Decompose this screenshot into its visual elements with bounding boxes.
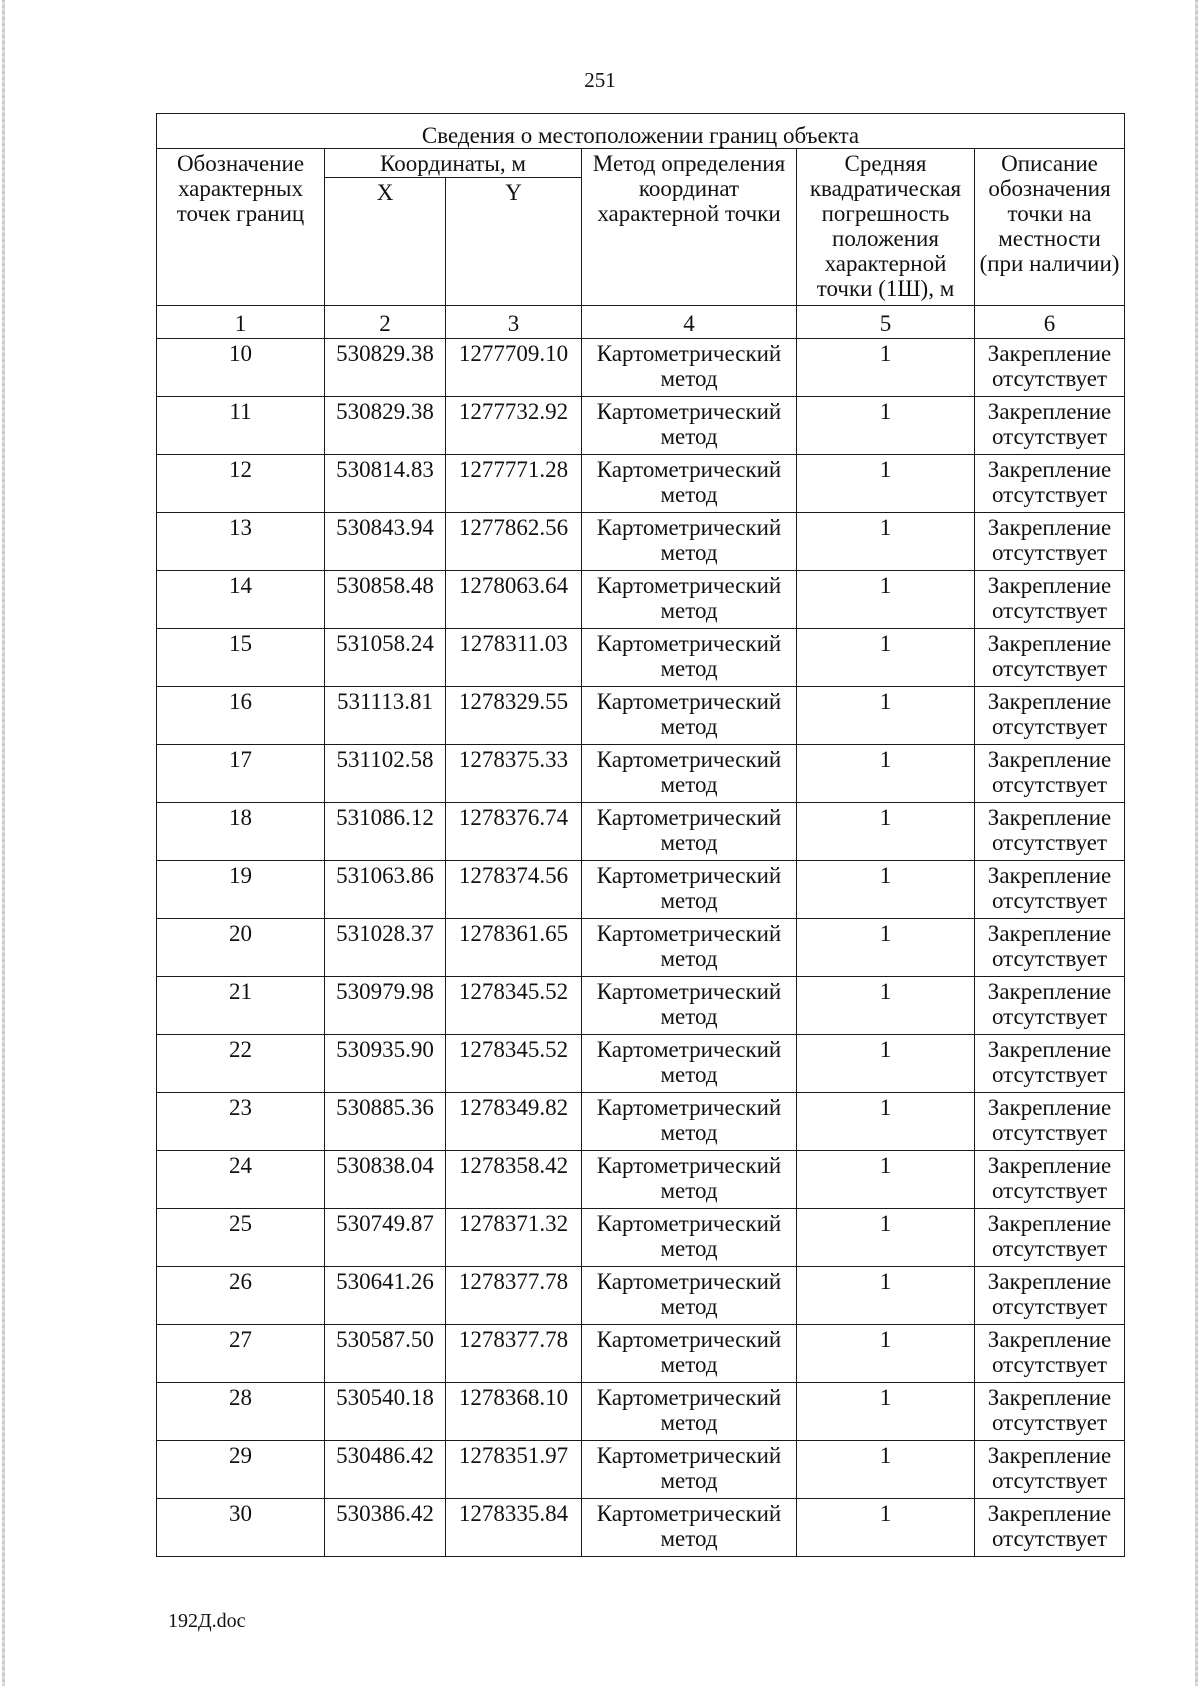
y-coordinate-cell: 1278063.64 <box>446 571 582 629</box>
method-cell: Картометрический метод <box>582 1441 797 1499</box>
point-cell: 29 <box>157 1441 325 1499</box>
table-body <box>157 114 1125 1557</box>
point-cell: 16 <box>157 687 325 745</box>
x-coordinate-cell: 530814.83 <box>325 455 446 513</box>
table-row <box>157 455 1125 513</box>
x-coordinate-cell: 530858.48 <box>325 571 446 629</box>
table-row <box>157 1093 1125 1151</box>
point-cell: 30 <box>157 1499 325 1557</box>
description-cell: Закрепление отсутствует <box>975 1499 1125 1557</box>
x-coordinate-cell: 530486.42 <box>325 1441 446 1499</box>
method-cell: Картометрический метод <box>582 687 797 745</box>
method-cell: Картометрический метод <box>582 513 797 571</box>
table-title <box>157 114 1125 149</box>
description-cell: Закрепление отсутствует <box>975 1441 1125 1499</box>
point-cell: 28 <box>157 1383 325 1441</box>
mean-error-cell: 1 <box>797 803 975 861</box>
table-row <box>157 571 1125 629</box>
method-cell: Картометрический метод <box>582 397 797 455</box>
y-coordinate-cell: 1278376.74 <box>446 803 582 861</box>
y-coordinate-cell: 1277771.28 <box>446 455 582 513</box>
table-row <box>157 1267 1125 1325</box>
table-row <box>157 397 1125 455</box>
mean-error-cell: 1 <box>797 1267 975 1325</box>
description-cell: Закрепление отсутствует <box>975 861 1125 919</box>
description-cell: Закрепление отсутствует <box>975 1267 1125 1325</box>
y-coordinate-cell: 1277732.92 <box>446 397 582 455</box>
table-row <box>157 745 1125 803</box>
method-cell: Картометрический метод <box>582 1325 797 1383</box>
y-coordinate-cell: 1277709.10 <box>446 339 582 397</box>
table-row <box>157 977 1125 1035</box>
y-coordinate-cell: 1278377.78 <box>446 1325 582 1383</box>
mean-error-cell: 1 <box>797 687 975 745</box>
header-y: Y <box>446 178 582 306</box>
x-coordinate-cell: 530587.50 <box>325 1325 446 1383</box>
table-row <box>157 1151 1125 1209</box>
point-cell: 24 <box>157 1151 325 1209</box>
column-number: 4 <box>582 306 797 339</box>
method-cell: Картометрический метод <box>582 919 797 977</box>
x-coordinate-cell: 530935.90 <box>325 1035 446 1093</box>
table-row <box>157 1035 1125 1093</box>
point-cell: 23 <box>157 1093 325 1151</box>
mean-error-cell: 1 <box>797 513 975 571</box>
header-point-designation: Обозначение характерных точек границ <box>157 149 325 306</box>
y-coordinate-cell: 1278371.32 <box>446 1209 582 1267</box>
column-number: 3 <box>446 306 582 339</box>
method-cell: Картометрический метод <box>582 1035 797 1093</box>
method-cell: Картометрический метод <box>582 1267 797 1325</box>
y-coordinate-cell: 1278349.82 <box>446 1093 582 1151</box>
method-cell: Картометрический метод <box>582 1151 797 1209</box>
method-cell: Картометрический метод <box>582 1383 797 1441</box>
point-cell: 22 <box>157 1035 325 1093</box>
table-row <box>157 513 1125 571</box>
scan-edge-left <box>2 0 5 1686</box>
mean-error-cell: 1 <box>797 1383 975 1441</box>
x-coordinate-cell: 530641.26 <box>325 1267 446 1325</box>
description-cell: Закрепление отсутствует <box>975 687 1125 745</box>
description-cell: Закрепление отсутствует <box>975 397 1125 455</box>
x-coordinate-cell: 531028.37 <box>325 919 446 977</box>
table-row <box>157 1383 1125 1441</box>
page-number: 251 <box>584 68 616 92</box>
point-cell: 15 <box>157 629 325 687</box>
table-row <box>157 1325 1125 1383</box>
table-title-row <box>157 114 1125 149</box>
y-coordinate-cell: 1278329.55 <box>446 687 582 745</box>
mean-error-cell: 1 <box>797 339 975 397</box>
description-cell: Закрепление отсутствует <box>975 1035 1125 1093</box>
mean-error-cell: 1 <box>797 1325 975 1383</box>
description-cell: Закрепление отсутствует <box>975 1151 1125 1209</box>
mean-error-cell: 1 <box>797 861 975 919</box>
description-cell: Закрепление отсутствует <box>975 571 1125 629</box>
method-cell: Картометрический метод <box>582 977 797 1035</box>
column-number-row <box>157 306 1125 339</box>
method-cell: Картометрический метод <box>582 339 797 397</box>
mean-error-cell: 1 <box>797 1151 975 1209</box>
table-header-row <box>157 149 1125 178</box>
header-mean-error: Средняя квадратическая погрешность положения характерной точки (1Ш), м <box>797 149 975 306</box>
mean-error-cell: 1 <box>797 397 975 455</box>
mean-error-cell: 1 <box>797 455 975 513</box>
description-cell: Закрепление отсутствует <box>975 629 1125 687</box>
description-cell: Закрепление отсутствует <box>975 339 1125 397</box>
point-cell: 10 <box>157 339 325 397</box>
table-row <box>157 861 1125 919</box>
point-cell: 21 <box>157 977 325 1035</box>
description-cell: Закрепление отсутствует <box>975 919 1125 977</box>
x-coordinate-cell: 530838.04 <box>325 1151 446 1209</box>
y-coordinate-cell: 1278345.52 <box>446 1035 582 1093</box>
scan-edge-right <box>1195 0 1198 1686</box>
table-row <box>157 919 1125 977</box>
column-number: 2 <box>325 306 446 339</box>
mean-error-cell: 1 <box>797 1035 975 1093</box>
description-cell: Закрепление отсутствует <box>975 1093 1125 1151</box>
table-row <box>157 1441 1125 1499</box>
x-coordinate-cell: 530843.94 <box>325 513 446 571</box>
point-cell: 18 <box>157 803 325 861</box>
description-cell: Закрепление отсутствует <box>975 455 1125 513</box>
y-coordinate-cell: 1278374.56 <box>446 861 582 919</box>
description-cell: Закрепление отсутствует <box>975 745 1125 803</box>
point-cell: 26 <box>157 1267 325 1325</box>
point-cell: 17 <box>157 745 325 803</box>
x-coordinate-cell: 531063.86 <box>325 861 446 919</box>
y-coordinate-cell: 1278368.10 <box>446 1383 582 1441</box>
x-coordinate-cell: 530829.38 <box>325 339 446 397</box>
description-cell: Закрепление отсутствует <box>975 1325 1125 1383</box>
header-description: Описание обозначения точки на местности (при наличии) <box>975 149 1125 306</box>
mean-error-cell: 1 <box>797 1441 975 1499</box>
y-coordinate-cell: 1278361.65 <box>446 919 582 977</box>
y-coordinate-cell: 1278358.42 <box>446 1151 582 1209</box>
description-cell: Закрепление отсутствует <box>975 1383 1125 1441</box>
x-coordinate-cell: 531086.12 <box>325 803 446 861</box>
mean-error-cell: 1 <box>797 1499 975 1557</box>
y-coordinate-cell: 1278345.52 <box>446 977 582 1035</box>
mean-error-cell: 1 <box>797 1209 975 1267</box>
x-coordinate-cell: 531113.81 <box>325 687 446 745</box>
mean-error-cell: 1 <box>797 745 975 803</box>
table-row <box>157 339 1125 397</box>
table-row <box>157 1499 1125 1557</box>
y-coordinate-cell: 1278375.33 <box>446 745 582 803</box>
point-cell: 19 <box>157 861 325 919</box>
x-coordinate-cell: 531102.58 <box>325 745 446 803</box>
x-coordinate-cell: 531058.24 <box>325 629 446 687</box>
header-method: Метод определения координат характерной точки <box>582 149 797 306</box>
method-cell: Картометрический метод <box>582 745 797 803</box>
point-cell: 27 <box>157 1325 325 1383</box>
x-coordinate-cell: 530386.42 <box>325 1499 446 1557</box>
description-cell: Закрепление отсутствует <box>975 977 1125 1035</box>
table-title-text: Сведения о местоположении границ объекта <box>421 123 860 148</box>
mean-error-cell: 1 <box>797 977 975 1035</box>
point-cell: 20 <box>157 919 325 977</box>
table-row <box>157 687 1125 745</box>
description-cell: Закрепление отсутствует <box>975 803 1125 861</box>
table-row <box>157 803 1125 861</box>
boundary-coordinates-table <box>156 113 1125 1557</box>
point-cell: 14 <box>157 571 325 629</box>
method-cell: Картометрический метод <box>582 1499 797 1557</box>
point-cell: 11 <box>157 397 325 455</box>
table-row <box>157 1209 1125 1267</box>
y-coordinate-cell: 1278377.78 <box>446 1267 582 1325</box>
x-coordinate-cell: 530979.98 <box>325 977 446 1035</box>
method-cell: Картометрический метод <box>582 861 797 919</box>
point-cell: 13 <box>157 513 325 571</box>
description-cell: Закрепление отсутствует <box>975 1209 1125 1267</box>
mean-error-cell: 1 <box>797 571 975 629</box>
y-coordinate-cell: 1278351.97 <box>446 1441 582 1499</box>
y-coordinate-cell: 1277862.56 <box>446 513 582 571</box>
table-row <box>157 629 1125 687</box>
method-cell: Картометрический метод <box>582 571 797 629</box>
method-cell: Картометрический метод <box>582 1209 797 1267</box>
x-coordinate-cell: 530749.87 <box>325 1209 446 1267</box>
document-filename: 192Д.doc <box>168 1610 246 1632</box>
x-coordinate-cell: 530540.18 <box>325 1383 446 1441</box>
column-number: 1 <box>157 306 325 339</box>
x-coordinate-cell: 530829.38 <box>325 397 446 455</box>
point-cell: 12 <box>157 455 325 513</box>
x-coordinate-cell: 530885.36 <box>325 1093 446 1151</box>
column-number: 5 <box>797 306 975 339</box>
header-x: X <box>325 178 446 306</box>
mean-error-cell: 1 <box>797 629 975 687</box>
header-coordinates: Координаты, м <box>325 149 582 178</box>
y-coordinate-cell: 1278311.03 <box>446 629 582 687</box>
description-cell: Закрепление отсутствует <box>975 513 1125 571</box>
column-number: 6 <box>975 306 1125 339</box>
method-cell: Картометрический метод <box>582 1093 797 1151</box>
y-coordinate-cell: 1278335.84 <box>446 1499 582 1557</box>
method-cell: Картометрический метод <box>582 455 797 513</box>
method-cell: Картометрический метод <box>582 629 797 687</box>
point-cell: 25 <box>157 1209 325 1267</box>
method-cell: Картометрический метод <box>582 803 797 861</box>
mean-error-cell: 1 <box>797 919 975 977</box>
mean-error-cell: 1 <box>797 1093 975 1151</box>
